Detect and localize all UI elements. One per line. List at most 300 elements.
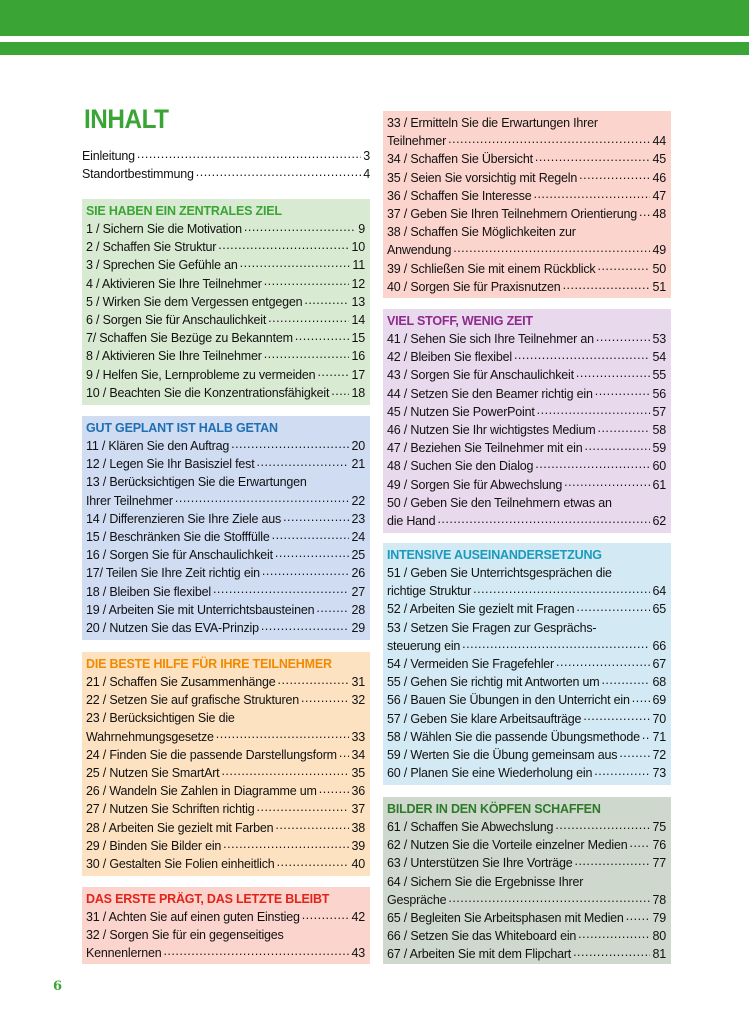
toc-line — [86, 293, 365, 311]
toc-entry[interactable] — [86, 275, 365, 293]
toc-entry[interactable] — [86, 601, 365, 619]
toc-entry[interactable] — [86, 473, 365, 509]
toc-entry[interactable] — [86, 691, 365, 709]
toc-entry[interactable] — [86, 220, 365, 238]
toc-entry[interactable] — [86, 564, 365, 582]
toc-entry-title: 29 / Binden Sie Bilder ein — [86, 838, 222, 853]
toc-entry[interactable] — [86, 619, 365, 637]
toc-line — [387, 150, 666, 168]
toc-entry[interactable] — [387, 187, 666, 205]
toc-page-number: 25 — [351, 548, 365, 563]
toc-entry-title: 35 / Seien Sie vorsichtig mit Regeln — [387, 170, 578, 185]
dot-leader — [339, 747, 350, 759]
toc-page-number: 17 — [351, 367, 365, 382]
toc-page-number: 43 — [351, 946, 365, 961]
toc-entry-title: 42 / Bleiben Sie flexibel — [387, 350, 512, 365]
dot-leader — [574, 855, 650, 867]
toc-line — [387, 169, 666, 187]
toc-entry[interactable] — [387, 150, 666, 168]
toc-entry[interactable] — [86, 583, 365, 601]
toc-entry-title: 6 / Sorgen Sie für Anschaulichkeit — [86, 313, 267, 328]
toc-entry[interactable] — [387, 494, 666, 530]
toc-entry[interactable] — [86, 746, 365, 764]
toc-entry-title: 41 / Sehen Sie sich Ihre Teilnehmer an — [387, 332, 594, 346]
toc-entry[interactable] — [387, 710, 666, 728]
dot-leader — [264, 276, 350, 288]
toc-page-number: 67 — [652, 657, 666, 672]
toc-entry[interactable] — [86, 347, 365, 365]
dot-leader — [564, 477, 650, 489]
section-first-last-continued — [383, 111, 671, 298]
toc-page-number: 73 — [652, 766, 666, 781]
toc-entry[interactable] — [387, 746, 666, 764]
toc-entry-title: richtige Struktur — [387, 584, 472, 599]
toc-entry[interactable] — [86, 908, 365, 926]
toc-page-number: 31 — [351, 675, 365, 689]
toc-entry-title: 12 / Legen Sie Ihr Basisziel fest — [86, 457, 255, 472]
page-title: INHALT — [84, 104, 169, 134]
dot-leader — [278, 674, 350, 686]
toc-line — [387, 403, 666, 421]
top-green-stripe — [0, 42, 749, 55]
toc-entry[interactable] — [86, 837, 365, 855]
toc-page-number: 80 — [652, 929, 666, 944]
toc-page-number: 20 — [351, 439, 365, 453]
toc-entry-title: 14 / Differenzieren Sie Ihre Ziele aus — [86, 511, 282, 526]
toc-entry[interactable] — [86, 926, 365, 962]
dot-leader — [223, 838, 349, 850]
toc-entry-title: 64 / Sichern Sie die Ergebnisse Ihrer — [387, 874, 584, 889]
toc-line — [86, 492, 365, 510]
dot-leader — [268, 312, 349, 324]
toc-line — [387, 421, 666, 439]
toc-line — [86, 819, 365, 837]
toc-entry-title: 5 / Wirken Sie dem Vergessen entgegen — [86, 294, 303, 309]
toc-entry[interactable] — [387, 260, 666, 278]
toc-line — [387, 582, 666, 600]
top-green-bar — [0, 0, 749, 36]
toc-page-number: 29 — [351, 621, 365, 636]
toc-entry[interactable] — [86, 709, 365, 745]
toc-page-number: 70 — [652, 711, 666, 726]
toc-entry-title: 18 / Bleiben Sie flexibel — [86, 584, 211, 599]
toc-entry-title: Wahrnehmungsgesetze — [86, 729, 214, 744]
toc-page-number: 61 — [652, 477, 666, 492]
toc-page-number: 9 — [358, 222, 365, 236]
toc-entry[interactable] — [387, 278, 666, 296]
toc-entry-title: 62 / Nutzen Sie die Vorteile einzelner Medien — [387, 838, 628, 853]
toc-line — [86, 347, 365, 365]
toc-entry[interactable] — [387, 439, 666, 457]
toc-line — [387, 457, 666, 475]
toc-page-number: 4 — [363, 167, 370, 182]
dot-leader — [576, 367, 651, 379]
dot-leader — [196, 166, 361, 178]
toc-page-number: 71 — [652, 729, 666, 744]
toc-line — [387, 710, 666, 728]
toc-page-number: 72 — [652, 748, 666, 763]
dot-leader — [629, 837, 650, 849]
toc-page-number: 46 — [652, 170, 666, 185]
toc-entry-title: 49 / Sorgen Sie für Abwechslung — [387, 477, 563, 492]
toc-entry-title: 51 / Geben Sie Unterrichtsgesprächen die — [387, 566, 612, 580]
dot-leader — [437, 513, 650, 525]
toc-entry-title: Einleitung — [82, 149, 135, 163]
toc-page-number: 42 — [351, 910, 365, 924]
toc-entry[interactable] — [86, 329, 365, 347]
toc-entry[interactable] — [387, 223, 666, 259]
section-heading: VIEL STOFF, WENIG ZEIT — [387, 314, 533, 328]
toc-page-number: 47 — [652, 188, 666, 203]
toc-entry[interactable] — [387, 945, 666, 963]
toc-line — [387, 205, 666, 223]
toc-line — [86, 926, 365, 944]
toc-page-number: 18 — [351, 385, 365, 400]
toc-entry[interactable] — [82, 147, 370, 165]
toc-entry-title: 32 / Sorgen Sie für ein gegenseitiges — [86, 928, 284, 943]
toc-entry[interactable] — [387, 169, 666, 187]
section-first-last — [82, 887, 370, 964]
toc-page-number: 69 — [652, 693, 666, 708]
toc-line — [387, 260, 666, 278]
toc-line — [86, 619, 365, 637]
section-pictures — [383, 797, 671, 964]
dot-leader — [277, 856, 350, 868]
dot-leader — [216, 729, 350, 741]
toc-entry[interactable] — [387, 909, 666, 927]
toc-page-number: 76 — [652, 838, 666, 853]
toc-entry-title: 36 / Schaffen Sie Interesse — [387, 188, 532, 203]
toc-page-number: 55 — [652, 368, 666, 383]
toc-page-number: 28 — [351, 602, 365, 617]
section-heading: SIE HABEN EIN ZENTRALES ZIEL — [86, 204, 282, 218]
toc-entry-title: 20 / Nutzen Sie das EVA-Prinzip — [86, 621, 259, 636]
section-heading: DIE BESTE HILFE FÜR IHRE TEILNEHMER — [86, 657, 332, 671]
toc-entry[interactable] — [86, 673, 365, 691]
toc-page-number: 38 — [351, 820, 365, 835]
dot-leader — [137, 148, 361, 160]
toc-page-number: 65 — [652, 602, 666, 617]
toc-entry-title: 1 / Sichern Sie die Motivation — [86, 222, 242, 236]
toc-entry-title: 2 / Schaffen Sie Struktur — [86, 240, 217, 255]
toc-line — [86, 384, 365, 402]
toc-entry[interactable] — [86, 455, 365, 473]
toc-entry-title: 30 / Gestalten Sie Folien einheitlich — [86, 857, 275, 872]
toc-entry-title: 43 / Sorgen Sie für Anschaulichkeit — [387, 368, 574, 383]
toc-entry-title: 52 / Arbeiten Sie gezielt mit Fragen — [387, 602, 575, 617]
toc-page-number: 68 — [652, 675, 666, 690]
toc-entry[interactable] — [387, 836, 666, 854]
dot-leader — [257, 456, 350, 468]
dot-leader — [240, 257, 351, 269]
toc-line — [387, 330, 666, 348]
toc-entry-title: 10 / Beachten Sie die Konzentrationsfähigkeit — [86, 385, 330, 400]
dot-leader — [221, 765, 349, 777]
dot-leader — [283, 511, 349, 523]
toc-line — [86, 728, 365, 746]
toc-entry[interactable] — [387, 457, 666, 475]
toc-line — [86, 238, 365, 256]
dot-leader — [578, 928, 650, 940]
dot-leader — [453, 242, 650, 254]
dot-leader — [295, 330, 350, 342]
dot-leader — [596, 331, 651, 343]
toc-entry-title: 40 / Sorgen Sie für Praxisnutzen — [387, 279, 561, 294]
toc-entry-title: 47 / Beziehen Sie Teilnehmer mit ein — [387, 441, 583, 456]
toc-entry[interactable] — [387, 673, 666, 691]
toc-entry[interactable] — [387, 348, 666, 366]
toc-entry-title: 31 / Achten Sie auf einen guten Einstieg — [86, 910, 300, 924]
toc-page-number: 3 — [363, 149, 370, 163]
dot-leader — [301, 692, 350, 704]
dot-leader — [626, 910, 651, 922]
toc-line — [86, 601, 365, 619]
dot-leader — [579, 170, 650, 182]
section-heading: GUT GEPLANT IST HALB GETAN — [86, 421, 278, 435]
toc-entry[interactable] — [387, 619, 666, 655]
toc-entry[interactable] — [86, 384, 365, 402]
dot-leader — [533, 188, 650, 200]
toc-entry[interactable] — [387, 600, 666, 618]
toc-entry-title: 25 / Nutzen Sie SmartArt — [86, 766, 220, 781]
toc-line — [86, 691, 365, 709]
toc-line — [387, 187, 666, 205]
dot-leader — [231, 438, 349, 450]
toc-entry[interactable] — [387, 476, 666, 494]
toc-entry[interactable] — [387, 873, 666, 909]
toc-line — [86, 908, 365, 926]
toc-line — [387, 132, 666, 150]
toc-entry[interactable] — [387, 927, 666, 945]
toc-page-number: 48 — [652, 207, 666, 222]
toc-line — [387, 494, 666, 512]
toc-page-number: 77 — [652, 856, 666, 871]
toc-line — [86, 855, 365, 873]
dot-leader — [597, 422, 650, 434]
toc-entry[interactable] — [387, 403, 666, 421]
toc-line — [387, 619, 666, 637]
toc-line — [86, 837, 365, 855]
toc-entry-title: 7/ Schaffen Sie Bezüge zu Bekanntem — [86, 331, 293, 346]
toc-line — [86, 220, 365, 238]
toc-line — [86, 709, 365, 727]
dot-leader — [175, 493, 350, 505]
toc-entry-title: Gespräche — [387, 892, 447, 907]
toc-page-number: 39 — [351, 838, 365, 853]
dot-leader — [632, 692, 651, 704]
toc-entry[interactable] — [86, 311, 365, 329]
toc-page-number: 59 — [652, 441, 666, 456]
toc-line — [86, 944, 365, 962]
dot-leader — [639, 206, 651, 218]
toc-entry[interactable] — [387, 421, 666, 439]
toc-entry[interactable] — [387, 564, 666, 600]
toc-entry[interactable] — [387, 764, 666, 782]
dot-leader — [316, 602, 349, 614]
dot-leader — [584, 440, 650, 452]
toc-entry-title: 61 / Schaffen Sie Abwechslung — [387, 820, 554, 834]
toc-line — [86, 473, 365, 491]
toc-entry-title: 45 / Nutzen Sie PowerPoint — [387, 404, 535, 419]
toc-entry[interactable] — [86, 764, 365, 782]
toc-line — [387, 764, 666, 782]
toc-line — [387, 873, 666, 891]
toc-entry[interactable] — [387, 854, 666, 872]
toc-line — [387, 836, 666, 854]
toc-page-number: 81 — [652, 947, 666, 962]
dot-leader — [462, 638, 650, 650]
toc-line — [86, 764, 365, 782]
toc-line — [86, 528, 365, 546]
toc-page-number: 64 — [652, 584, 666, 599]
toc-page-number: 50 — [652, 261, 666, 276]
toc-entry-title: 23 / Berücksichtigen Sie die — [86, 711, 235, 726]
toc-entry[interactable] — [387, 818, 666, 836]
dot-leader — [514, 349, 651, 361]
toc-line — [387, 818, 666, 836]
dot-leader — [583, 711, 650, 723]
toc-page-number: 13 — [351, 294, 365, 309]
toc-entry[interactable] — [86, 437, 365, 455]
toc-entry-title: 63 / Unterstützen Sie Ihre Vorträge — [387, 856, 573, 871]
toc-line — [86, 311, 365, 329]
section-help — [82, 652, 370, 876]
dot-leader — [563, 279, 651, 291]
dot-leader — [619, 747, 650, 759]
toc-entry-title: 13 / Berücksichtigen Sie die Erwartungen — [86, 475, 307, 490]
toc-entry[interactable] — [387, 114, 666, 150]
toc-line — [86, 437, 365, 455]
dot-leader — [594, 765, 650, 777]
toc-entry-title: 3 / Sprechen Sie Gefühle an — [86, 258, 238, 273]
section-heading: DAS ERSTE PRÄGT, DAS LETZTE BLEIBT — [86, 892, 330, 906]
toc-page-number: 36 — [351, 784, 365, 799]
toc-line — [387, 348, 666, 366]
toc-entry[interactable] — [86, 510, 365, 528]
toc-entry[interactable] — [387, 655, 666, 673]
page-number: 6 — [53, 979, 63, 994]
toc-page-number: 79 — [652, 911, 666, 926]
toc-line — [387, 691, 666, 709]
toc-entry[interactable] — [387, 330, 666, 348]
toc-entry[interactable] — [86, 528, 365, 546]
toc-line — [387, 927, 666, 945]
toc-entry-title: 65 / Begleiten Sie Arbeitsphasen mit Medien — [387, 911, 624, 926]
toc-page-number: 16 — [351, 349, 365, 364]
dot-leader — [244, 221, 356, 233]
toc-entry-title: 46 / Nutzen Sie Ihr wichtigstes Medium — [387, 423, 596, 438]
toc-page-number: 22 — [351, 493, 365, 508]
dot-leader — [601, 674, 650, 686]
toc-entry[interactable] — [86, 256, 365, 274]
dot-leader — [556, 656, 650, 668]
toc-entry[interactable] — [86, 293, 365, 311]
toc-entry-title: 34 / Schaffen Sie Übersicht — [387, 152, 533, 167]
toc-page-number: 62 — [652, 514, 666, 529]
dot-leader — [473, 583, 650, 595]
toc-entry[interactable] — [86, 855, 365, 873]
dot-leader — [448, 133, 650, 145]
toc-page-number: 78 — [652, 892, 666, 907]
toc-page-number: 56 — [652, 386, 666, 401]
intro-list — [82, 147, 370, 183]
toc-page-number: 66 — [652, 638, 666, 653]
dot-leader — [537, 404, 651, 416]
toc-page-number: 33 — [351, 729, 365, 744]
toc-page-number: 14 — [351, 313, 365, 328]
dot-leader — [261, 620, 350, 632]
toc-entry-title: die Hand — [387, 514, 436, 529]
toc-entry[interactable] — [86, 546, 365, 564]
toc-page-number: 32 — [351, 693, 365, 708]
toc-entry-title: 48 / Suchen Sie den Dialog — [387, 459, 534, 474]
toc-entry-title: 11 / Klären Sie den Auftrag — [86, 439, 230, 453]
toc-entry-title: 24 / Finden Sie die passende Darstellungsform — [86, 747, 337, 762]
section-much-content — [383, 309, 671, 533]
toc-line — [387, 891, 666, 909]
dot-leader — [275, 820, 349, 832]
toc-page-number: 58 — [652, 423, 666, 438]
toc-entry[interactable] — [387, 366, 666, 384]
toc-line — [86, 455, 365, 473]
toc-line — [387, 512, 666, 530]
toc-entry-title: 27 / Nutzen Sie Schriften richtig — [86, 802, 255, 817]
toc-entry-title: 57 / Geben Sie klare Arbeitsaufträge — [387, 711, 582, 726]
toc-entry-title: 26 / Wandeln Sie Zahlen in Diagramme um — [86, 784, 317, 799]
toc-entry[interactable] — [86, 238, 365, 256]
toc-entry-title: 33 / Ermitteln Sie die Erwartungen Ihrer — [387, 116, 598, 130]
dot-leader — [262, 565, 350, 577]
toc-entry-title: 21 / Schaffen Sie Zusammenhänge — [86, 675, 276, 689]
toc-entry-title: 16 / Sorgen Sie für Anschaulichkeit — [86, 548, 273, 563]
toc-entry[interactable] — [86, 800, 365, 818]
toc-page-number: 35 — [351, 766, 365, 781]
dot-leader — [163, 945, 349, 957]
toc-line — [82, 147, 370, 165]
toc-entry[interactable] — [86, 366, 365, 384]
toc-entry[interactable] — [86, 782, 365, 800]
toc-line — [387, 673, 666, 691]
toc-entry-title: 8 / Aktivieren Sie Ihre Teilnehmer — [86, 349, 262, 364]
toc-entry-title: 66 / Setzen Sie das Whiteboard ein — [387, 929, 577, 944]
toc-entry[interactable] — [387, 691, 666, 709]
toc-line — [387, 385, 666, 403]
toc-line — [387, 241, 666, 259]
toc-entry[interactable] — [387, 728, 666, 746]
dot-leader — [304, 294, 349, 306]
toc-line — [387, 728, 666, 746]
toc-entry-title: steuerung ein — [387, 638, 461, 653]
toc-line — [387, 600, 666, 618]
dot-leader — [272, 529, 350, 541]
toc-line — [387, 366, 666, 384]
toc-entry-title: 55 / Gehen Sie richtig mit Antworten um — [387, 675, 600, 690]
toc-entry-title: 22 / Setzen Sie auf grafische Strukturen — [86, 693, 299, 708]
toc-line — [387, 637, 666, 655]
dot-leader — [218, 239, 349, 251]
dot-leader — [257, 801, 350, 813]
toc-entry[interactable] — [387, 385, 666, 403]
toc-line — [387, 854, 666, 872]
toc-entry[interactable] — [86, 819, 365, 837]
toc-entry-title: 9 / Helfen Sie, Lernprobleme zu vermeiden — [86, 367, 316, 382]
toc-page-number: 40 — [351, 857, 365, 872]
toc-page-number: 44 — [652, 134, 666, 149]
toc-entry[interactable] — [387, 205, 666, 223]
toc-page-number: 27 — [351, 584, 365, 599]
toc-entry[interactable] — [82, 165, 370, 183]
toc-page-number: 45 — [652, 152, 666, 167]
